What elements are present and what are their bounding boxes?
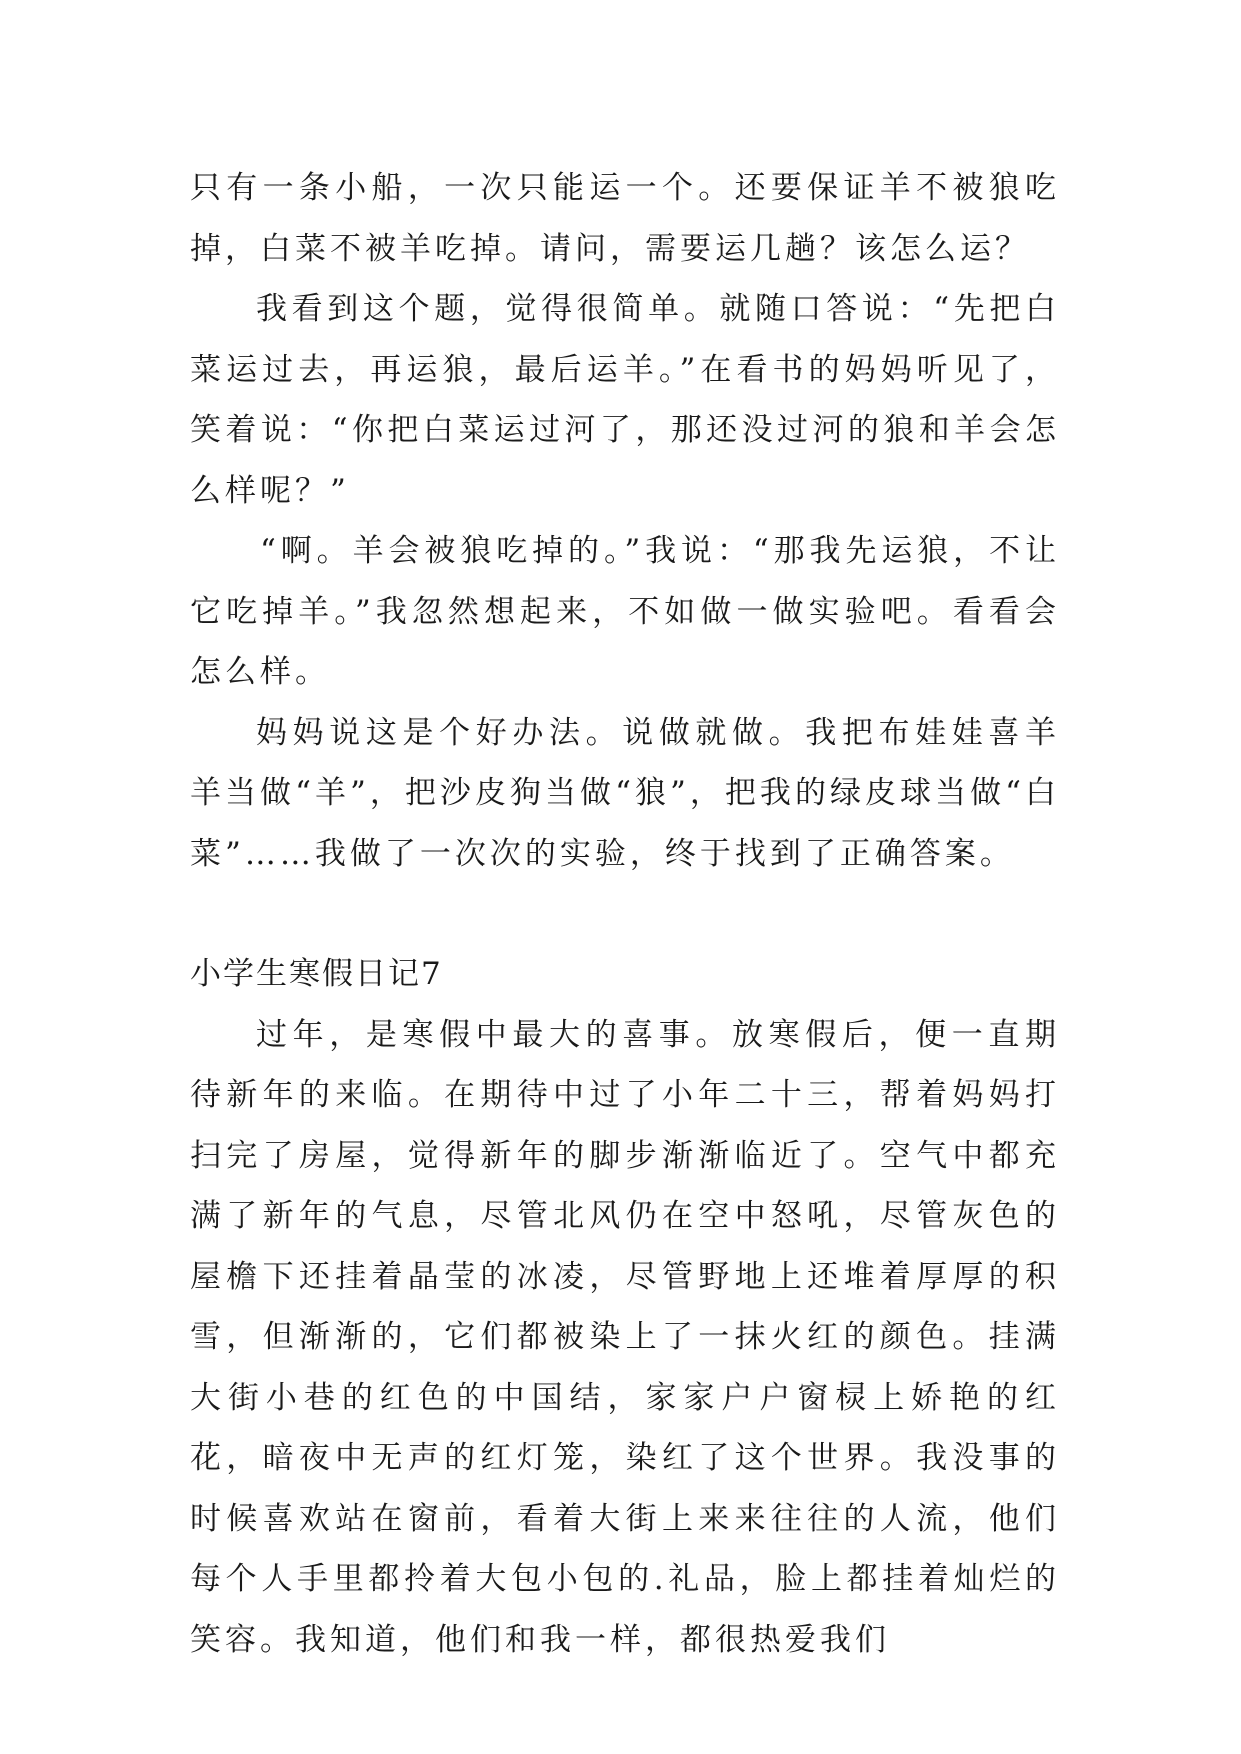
section-spacer xyxy=(190,884,1060,944)
paragraph: “啊。羊会被狼吃掉的。”我说：“那我先运狼，不让它吃掉羊。”我忽然想起来，不如做一做实验吧。看看会怎么样。 xyxy=(190,533,1060,690)
paragraph: 我看到这个题，觉得很简单。就随口答说：“先把白菜运过去，再运狼，最后运羊。”在看书的妈妈听见了，笑着说：“你把白菜运过河了，那还没过河的狼和羊会怎么样呢？” xyxy=(190,291,1060,509)
paragraph: 妈妈说这是个好办法。说做就做。我把布娃娃喜羊羊当做“羊”，把沙皮狗当做“狼”，把我的绿皮球当做“白菜”……我做了一次次的实验，终于找到了正确答案。 xyxy=(190,714,1060,872)
document-body xyxy=(190,158,1060,1670)
section-title: 小学生寒假日记7 xyxy=(190,956,443,992)
paragraph: 过年，是寒假中最大的喜事。放寒假后，便一直期待新年的来临。在期待中过了小年二十三，帮着妈妈打扫完了房屋，觉得新年的脚步渐渐临近了。空气中都充满了新年的气息，尽管北风仍在空中怒吼，尽管灰色的屋檐下还挂着晶莹的冰凌，尽管野地上还堆着厚厚的积雪，但渐渐的，它们都被染上了一抹火红的颜色。挂满大街小巷的红色的中国结，家家户户窗棂上娇艳的红花，暗夜中无声的红灯笼，染红了这个世界。我没事的时候喜欢站在窗前，看着大街上来来往往的人流，他们每个人手里都拎着大包小包的.礼品，脸上都挂着灿烂的笑容。我知道，他们和我一样，都很热爱我们 xyxy=(190,1016,1060,1658)
paragraph-continuation: 只有一条小船，一次只能运一个。还要保证羊不被狼吃掉，白菜不被羊吃掉。请问，需要运几趟？该怎么运？ xyxy=(190,170,1060,267)
